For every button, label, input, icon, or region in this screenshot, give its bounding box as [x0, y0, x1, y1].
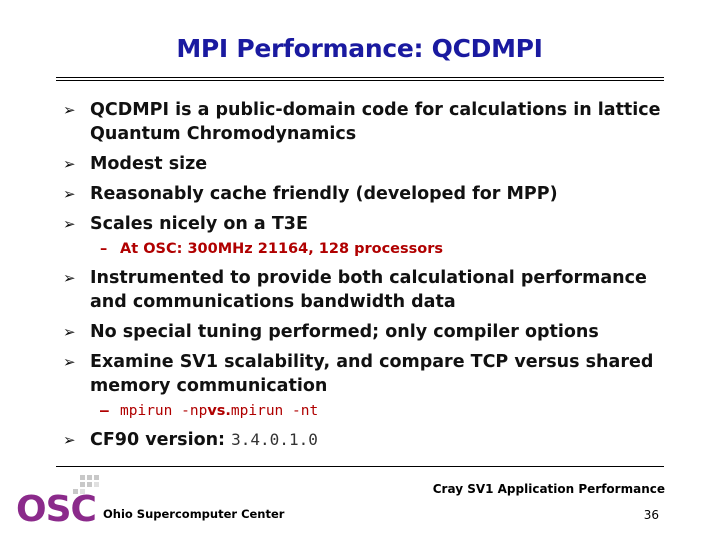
bullet-item: [62, 152, 662, 176]
page-number: 36: [643, 508, 659, 522]
sub-bullet-item: [62, 238, 662, 260]
bullet-item: [62, 98, 662, 146]
bullet-item: [62, 182, 662, 206]
arrow-bullet-icon: ➢: [63, 185, 76, 203]
slide-title: MPI Performance: QCDMPI: [176, 34, 543, 63]
bullet-text: QCDMPI is a public-domain code for calculations in lattice Quantum Chromodynamics: [90, 100, 661, 144]
osc-logo-text: OSC: [16, 489, 96, 527]
arrow-bullet-icon: ➢: [63, 431, 76, 449]
arrow-bullet-icon: ➢: [63, 269, 76, 287]
arrow-bullet-icon: ➢: [63, 353, 76, 371]
sub-bullet-text: At OSC: 300MHz 21164, 128 processors: [120, 241, 444, 257]
bullet-text: Examine SV1 scalability, and compare TCP versus shared memory communication: [90, 352, 654, 396]
cf90-version-value: 3.4.0.1.0: [231, 430, 318, 449]
bullet-item: [62, 428, 662, 452]
vs-text: vs.: [207, 403, 231, 419]
bullet-item: [62, 212, 662, 236]
dash-bullet-icon: –: [100, 403, 109, 419]
bullet-list: [62, 98, 662, 458]
arrow-bullet-icon: ➢: [63, 215, 76, 233]
bullet-item: [62, 266, 662, 314]
bullet-text: No special tuning performed; only compiler options: [90, 322, 599, 342]
bullet-text: Modest size: [90, 154, 208, 174]
osc-logo: [14, 473, 100, 527]
sub-bullet-item: [62, 400, 662, 422]
mpirun-np-command: mpirun -np: [120, 403, 208, 419]
bullet-text: CF90 version:: [90, 430, 226, 450]
arrow-bullet-icon: ➢: [63, 323, 76, 341]
arrow-bullet-icon: ➢: [63, 101, 76, 119]
bullet-text: Instrumented to provide both calculational performance and communications bandwidth data: [90, 268, 647, 312]
bullet-text: Scales nicely on a T3E: [90, 214, 308, 234]
arrow-bullet-icon: ➢: [63, 155, 76, 173]
bullet-item: [62, 320, 662, 344]
mpirun-nt-command: mpirun -nt: [230, 403, 319, 419]
presentation-title: Cray SV1 Application Performance: [432, 482, 665, 496]
bullet-text: Reasonably cache friendly (developed for MPP): [90, 184, 558, 204]
dash-bullet-icon: –: [100, 241, 108, 257]
bullet-item: [62, 350, 662, 398]
footer-rule: [56, 466, 664, 467]
title-rule: [56, 77, 664, 81]
organization-name: Ohio Supercomputer Center: [103, 507, 285, 521]
